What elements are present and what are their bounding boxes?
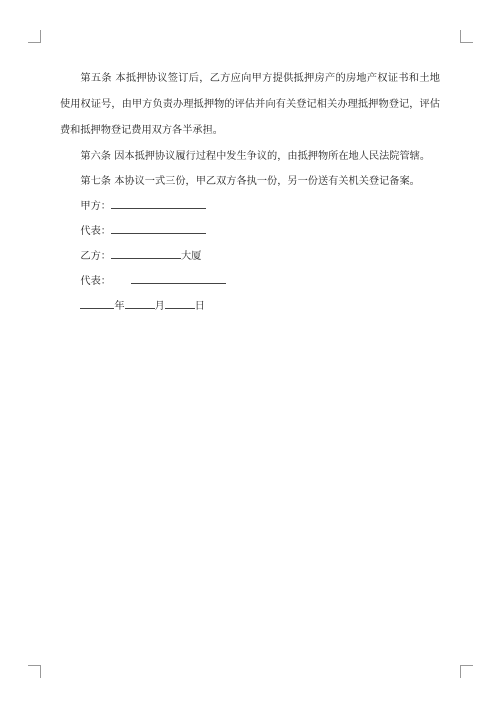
party-b-line <box>80 244 440 269</box>
day-blank[interactable] <box>165 298 195 309</box>
page-corner-mark-bottom-right <box>460 665 473 678</box>
rep-a-label: 代表： <box>80 226 111 237</box>
party-a-line <box>80 194 440 219</box>
rep-a-line <box>80 219 440 244</box>
day-label: 日 <box>194 301 205 312</box>
article-7: 第七条 本协议一式三份，甲乙双方各执一份，另一份送有关机关登记备案。 <box>80 176 420 187</box>
rep-a-blank[interactable] <box>111 223 206 234</box>
year-label: 年 <box>114 301 125 312</box>
page-corner-mark-bottom-left <box>28 665 41 678</box>
month-label: 月 <box>154 301 165 312</box>
article-6: 第六条 因本抵押协议履行过程中发生争议的，由抵押物所在地人民法院管辖。 <box>80 151 431 162</box>
article-5: 第五条 本抵押协议签订后，乙方应向甲方提供抵押房产的房地产权证书和土地使用权证号，由甲方负责办理抵押物的评估并向有关登记相关办理抵押物登记，评估费和抵押物登记费用双方各半承担。 <box>60 73 440 136</box>
party-a-label: 甲方： <box>80 201 111 212</box>
page-corner-mark-top-left <box>28 30 41 43</box>
page-corner-mark-top-right <box>460 30 473 43</box>
party-b-suffix: 大厦 <box>180 251 202 262</box>
month-blank[interactable] <box>125 298 155 309</box>
year-blank[interactable] <box>80 298 114 309</box>
document-body <box>60 66 440 319</box>
party-a-blank[interactable] <box>111 198 206 209</box>
date-line <box>80 294 440 319</box>
rep-b-blank[interactable] <box>131 273 226 284</box>
rep-b-label: 代表： <box>80 276 111 287</box>
rep-b-line <box>80 269 440 294</box>
party-b-label: 乙方： <box>80 251 111 262</box>
party-b-blank[interactable] <box>111 248 181 259</box>
